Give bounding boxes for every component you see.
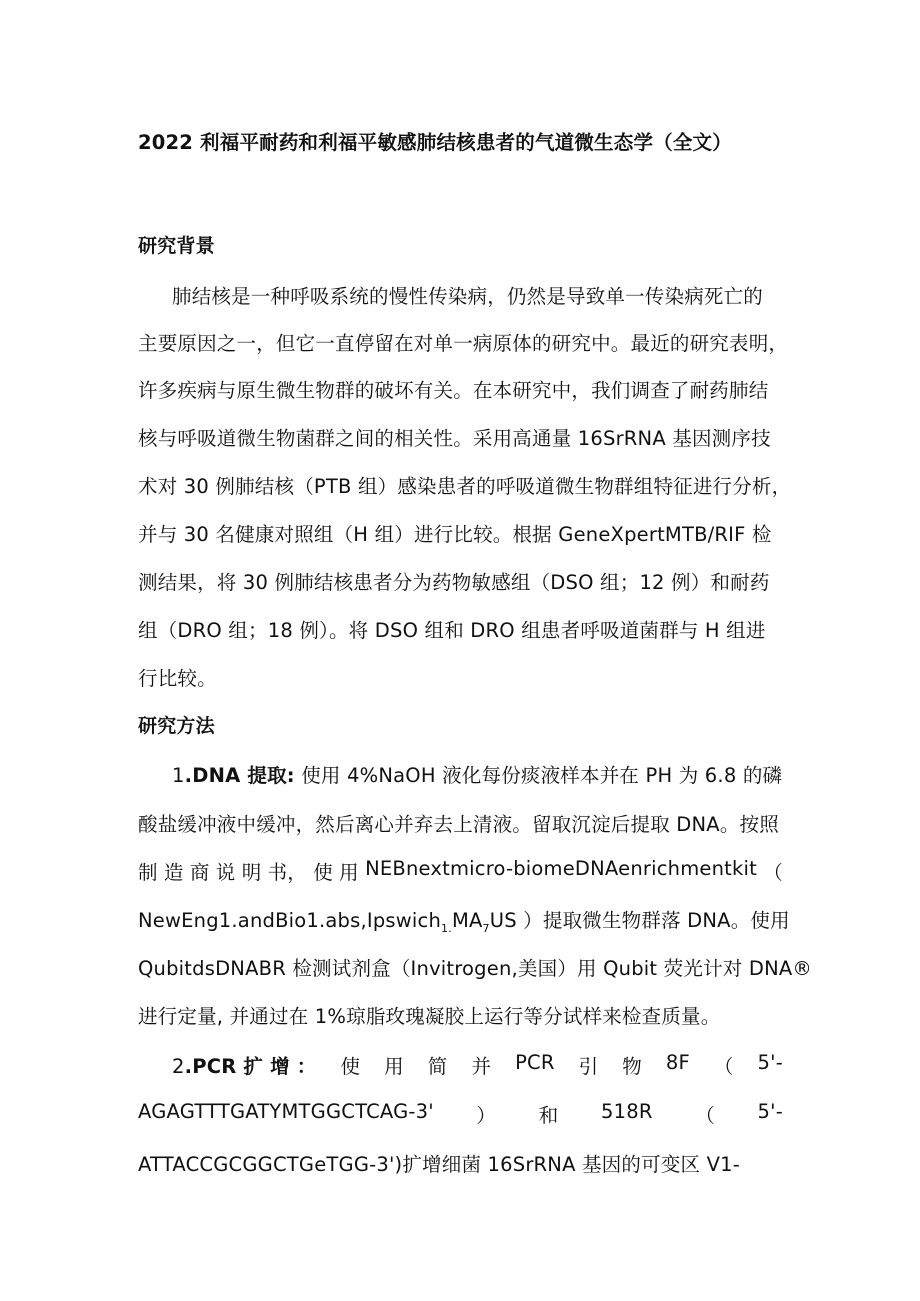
paragraph-line: 进行定量, 并通过在 1%琼脂玫瑰凝胶上运行等分试样来检查质量。	[138, 1005, 721, 1028]
word: 用	[384, 1055, 404, 1078]
item-label: .DNA 提取:	[184, 764, 295, 787]
word: 用	[339, 861, 359, 884]
word: 书，	[267, 861, 308, 884]
word: 物	[622, 1055, 642, 1078]
paragraph-line: 酸盐缓冲液中缓冲，然后离心并弃去上清液。留取沉淀后提取 DNA。按照	[138, 813, 779, 836]
word: 制	[138, 861, 158, 884]
paragraph-line: 肺结核是一种呼吸系统的慢性传染病，仍然是导致单一传染病死亡的	[172, 285, 764, 308]
item-number: 2	[172, 1055, 185, 1078]
text-run: NewEng1.andBio1.abs,Ipswich	[138, 909, 442, 932]
paragraph-line: 行比较。	[138, 667, 217, 690]
word: 和	[538, 1104, 559, 1127]
word: 商	[189, 861, 210, 884]
word: 5'-	[757, 1051, 783, 1074]
word: ）	[476, 1104, 497, 1127]
paragraph-line: 术对 30 例肺结核（PTB 组）感染患者的呼吸道微生物群组特征进行分析，	[138, 475, 792, 498]
word: PCR	[515, 1051, 555, 1074]
document-title: 2022 利福平耐药和利福平敏感肺结核患者的气道微生态学（全文）	[138, 131, 732, 154]
word: 518R	[601, 1100, 653, 1123]
paragraph-line: QubitdsDNABR 检测试剂盒（Invitrogen,美国）用 Qubit 荧光计对 DNA®	[138, 957, 813, 980]
item-text: 使用 4%NaOH 液化每份痰液样本并在 PH 为 6.8 的磷	[294, 764, 783, 787]
word: 使	[340, 1055, 361, 1078]
paragraph-line: 核与呼吸道微生物菌群之间的相关性。采用高通量 16SrRNA 基因测序技	[138, 427, 771, 450]
paragraph-line: 组（DRO 组；18 例）。将 DSO 组和 DRO 组患者呼吸道菌群与 H 组进	[138, 619, 766, 642]
word: 说	[215, 861, 236, 884]
paragraph-line	[172, 760, 782, 788]
word: 引	[578, 1055, 599, 1078]
word: （	[763, 861, 783, 884]
word: 简	[427, 1055, 448, 1078]
section-heading-methods: 研究方法	[138, 715, 215, 737]
paragraph-line: 并与 30 名健康对照组（H 组）进行比较。根据 GeneXpertMTB/RIF 检	[138, 523, 772, 546]
subscript: 7	[482, 921, 490, 935]
word: 5'-	[757, 1100, 783, 1123]
word: 并	[471, 1055, 492, 1078]
item-number: 1	[172, 764, 185, 787]
item-heading	[172, 1051, 317, 1079]
item-label: .PCR 扩 增 ：	[184, 1055, 317, 1078]
paragraph-line	[138, 905, 790, 935]
paragraph-line: 许多疾病与原生微生物群的破坏有关。在本研究中，我们调查了耐药肺结	[138, 379, 769, 402]
paragraph-line-justified	[138, 857, 783, 885]
paragraph-line-justified	[138, 1100, 783, 1128]
word: （	[713, 1055, 734, 1078]
subscript: 1.	[441, 921, 452, 935]
word: 8F	[665, 1051, 690, 1074]
word: NEBnextmicro-biomeDNAenrichmentkit	[365, 857, 757, 880]
text-run: US ）提取微生物群落 DNA。使用	[489, 909, 790, 932]
text-run: MA	[451, 909, 483, 932]
word: 明	[241, 861, 262, 884]
word: 造	[163, 861, 184, 884]
paragraph-line: ATTACCGCGGCTGeTGG-3')扩增细菌 16SrRNA 基因的可变区 V1-	[138, 1153, 741, 1176]
section-heading-background: 研究背景	[138, 235, 215, 257]
word: 使	[313, 861, 333, 884]
word: （	[695, 1104, 715, 1127]
word: AGAGTTTGATYMTGGCTCAG-3'	[138, 1100, 434, 1123]
paragraph-line-justified	[172, 1051, 783, 1079]
paragraph-line: 测结果，将 30 例肺结核患者分为药物敏感组（DSO 组；12 例）和耐药	[138, 571, 770, 594]
paragraph-line: 主要原因之一，但它一直停留在对单一病原体的研究中。最近的研究表明，	[138, 332, 789, 355]
